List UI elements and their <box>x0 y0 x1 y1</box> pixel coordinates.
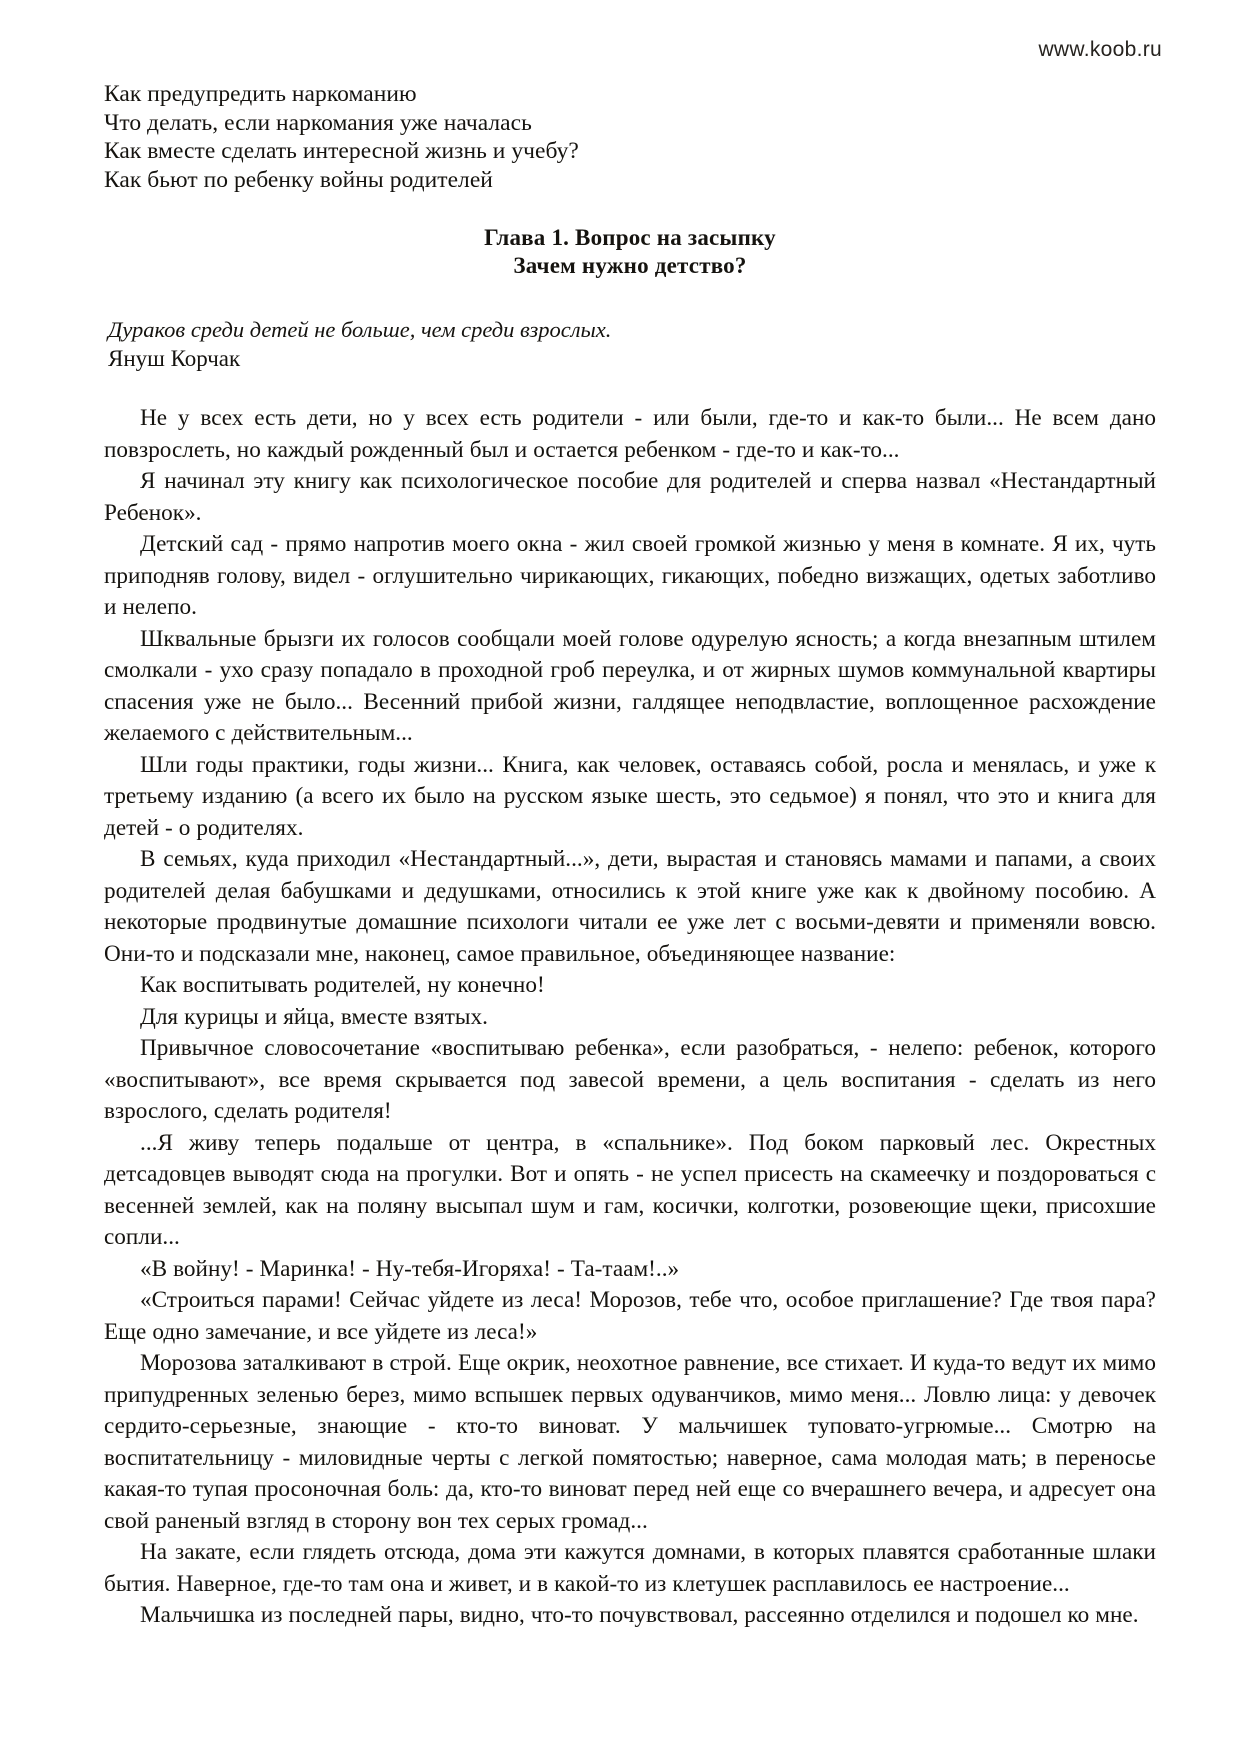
paragraph: Мальчишка из последней пары, видно, что-то почувствовал, рассеянно отделился и подошел ко мне. <box>140 1602 1139 1629</box>
text-column <box>104 80 1156 1632</box>
paragraph: Для курицы и яйца, вместе взятых. <box>140 1003 488 1030</box>
chapter-subtitle: Зачем нужно детство? <box>513 253 747 279</box>
chapter-title: Глава 1. Вопрос на засыпку <box>484 225 776 251</box>
paragraph: Морозова заталкивают в строй. Еще окрик, неохотное равнение, все стихает. И куда-то ведут их мимо припудренных зеленью берез, мимо вспышек первых одуванчиков, мимо меня... Ловлю лица: у девочек сердито-серьезные, знающие - кто-то виноват. У мальчишек туповато-угрюмые... Смотрю на воспитательницу - миловидные черты с легкой помятостью; наверное, сама молодая мать; в переносье какая-то тупая просоночная боль: да, кто-то виноват перед ней еще со вчерашнего вечера, и адресует она свой раненый взгляд в сторону вон тех серых громад... <box>104 1350 1156 1534</box>
epigraph-attribution: Януш Корчак <box>108 345 241 371</box>
paragraph: В семьях, куда приходил «Нестандартный...», дети, вырастая и становясь мамами и папами, а своих родителей делая бабушками и дедушками, относились к этой книге уже как к двойному пособию. А некоторые продвинутые домашние психологи читали ее уже лет с восьми-девяти и применяли вовсю. Они-то и подсказали мне, наконец, самое правильное, объединяющее название: <box>104 846 1156 967</box>
list-item: Как бьют по ребенку войны родителей <box>104 166 493 193</box>
list-item: Как предупредить наркоманию <box>104 81 417 107</box>
body-text <box>104 403 1156 1632</box>
front-matter-list <box>104 80 1156 194</box>
paragraph: «В войну! - Маринка! - Ну-тебя-Игоряха! - Та-таам!..» <box>140 1255 680 1282</box>
epigraph-block <box>104 316 1156 373</box>
paragraph: Не у всех есть дети, но у всех есть родители - или были, где-то и как-то были... Не всем дано повзрослеть, но каждый рожденный был и остается ребенком - где-то и как-то... <box>104 405 1156 463</box>
paragraph: Привычное словосочетание «воспитываю ребенка», если разобраться, - нелепо: ребенок, которого «воспитывают», все время скрывается под завесой времени, а цель воспитания - сделать из него взрослого, сделать родителя! <box>104 1035 1156 1125</box>
paragraph: Шквальные брызги их голосов сообщали моей голове одурелую ясность; а когда внезапным штилем смолкали - ухо сразу попадало в проходной гроб переулка, и от жирных шумов коммунальной квартиры спасения уже не было... Весенний прибой жизни, галдящее неподвластие, воплощенное расхождение желаемого с действительным... <box>104 625 1156 747</box>
paragraph: «Строиться парами! Сейчас уйдете из леса! Морозов, тебе что, особое приглашение? Где твоя пара? Еще одно замечание, и все уйдете из леса!» <box>104 1287 1156 1345</box>
paragraph: Шли годы практики, годы жизни... Книга, как человек, оставаясь собой, росла и менялась, и уже к третьему изданию (а всего их было на русском языке шесть, это седьмое) я понял, что это и книга для детей - о родителях. <box>104 751 1156 841</box>
paragraph: Детский сад - прямо напротив моего окна - жил своей громкой жизнью у меня в комнате. Я их, чуть приподняв голову, видел - оглушительно чирикающих, гикающих, победно визжащих, одетых заботливо и нелепо. <box>104 531 1156 621</box>
paragraph: Как воспитывать родителей, ну конечно! <box>140 972 545 999</box>
list-item: Как вместе сделать интересной жизнь и учебу? <box>104 138 579 165</box>
paragraph: ...Я живу теперь подальше от центра, в «спальнике». Под боком парковый лес. Окрестных детсадовцев выводят сюда на прогулки. Вот и опять - не успел присесть на скамеечку и поздороваться с весенней землей, как на поляну высыпал шум и гам, косички, колготки, розовеющие щеки, присохшие сопли... <box>104 1129 1156 1251</box>
epigraph-quote: Дураков среди детей не больше, чем среди взрослых. <box>108 317 612 343</box>
site-watermark: www.koob.ru <box>1038 38 1162 61</box>
list-item: Что делать, если наркомания уже началась <box>104 109 532 136</box>
paragraph: На закате, если глядеть отсюда, дома эти кажутся домнами, в которых плавятся сработанные шлаки бытия. Наверное, где-то там она и живет, и в какой-то из клетушек расплавилось ее настроение... <box>104 1539 1156 1597</box>
chapter-heading <box>104 224 1156 280</box>
paragraph: Я начинал эту книгу как психологическое пособие для родителей и сперва назвал «Нестандартный Ребенок». <box>104 468 1156 526</box>
